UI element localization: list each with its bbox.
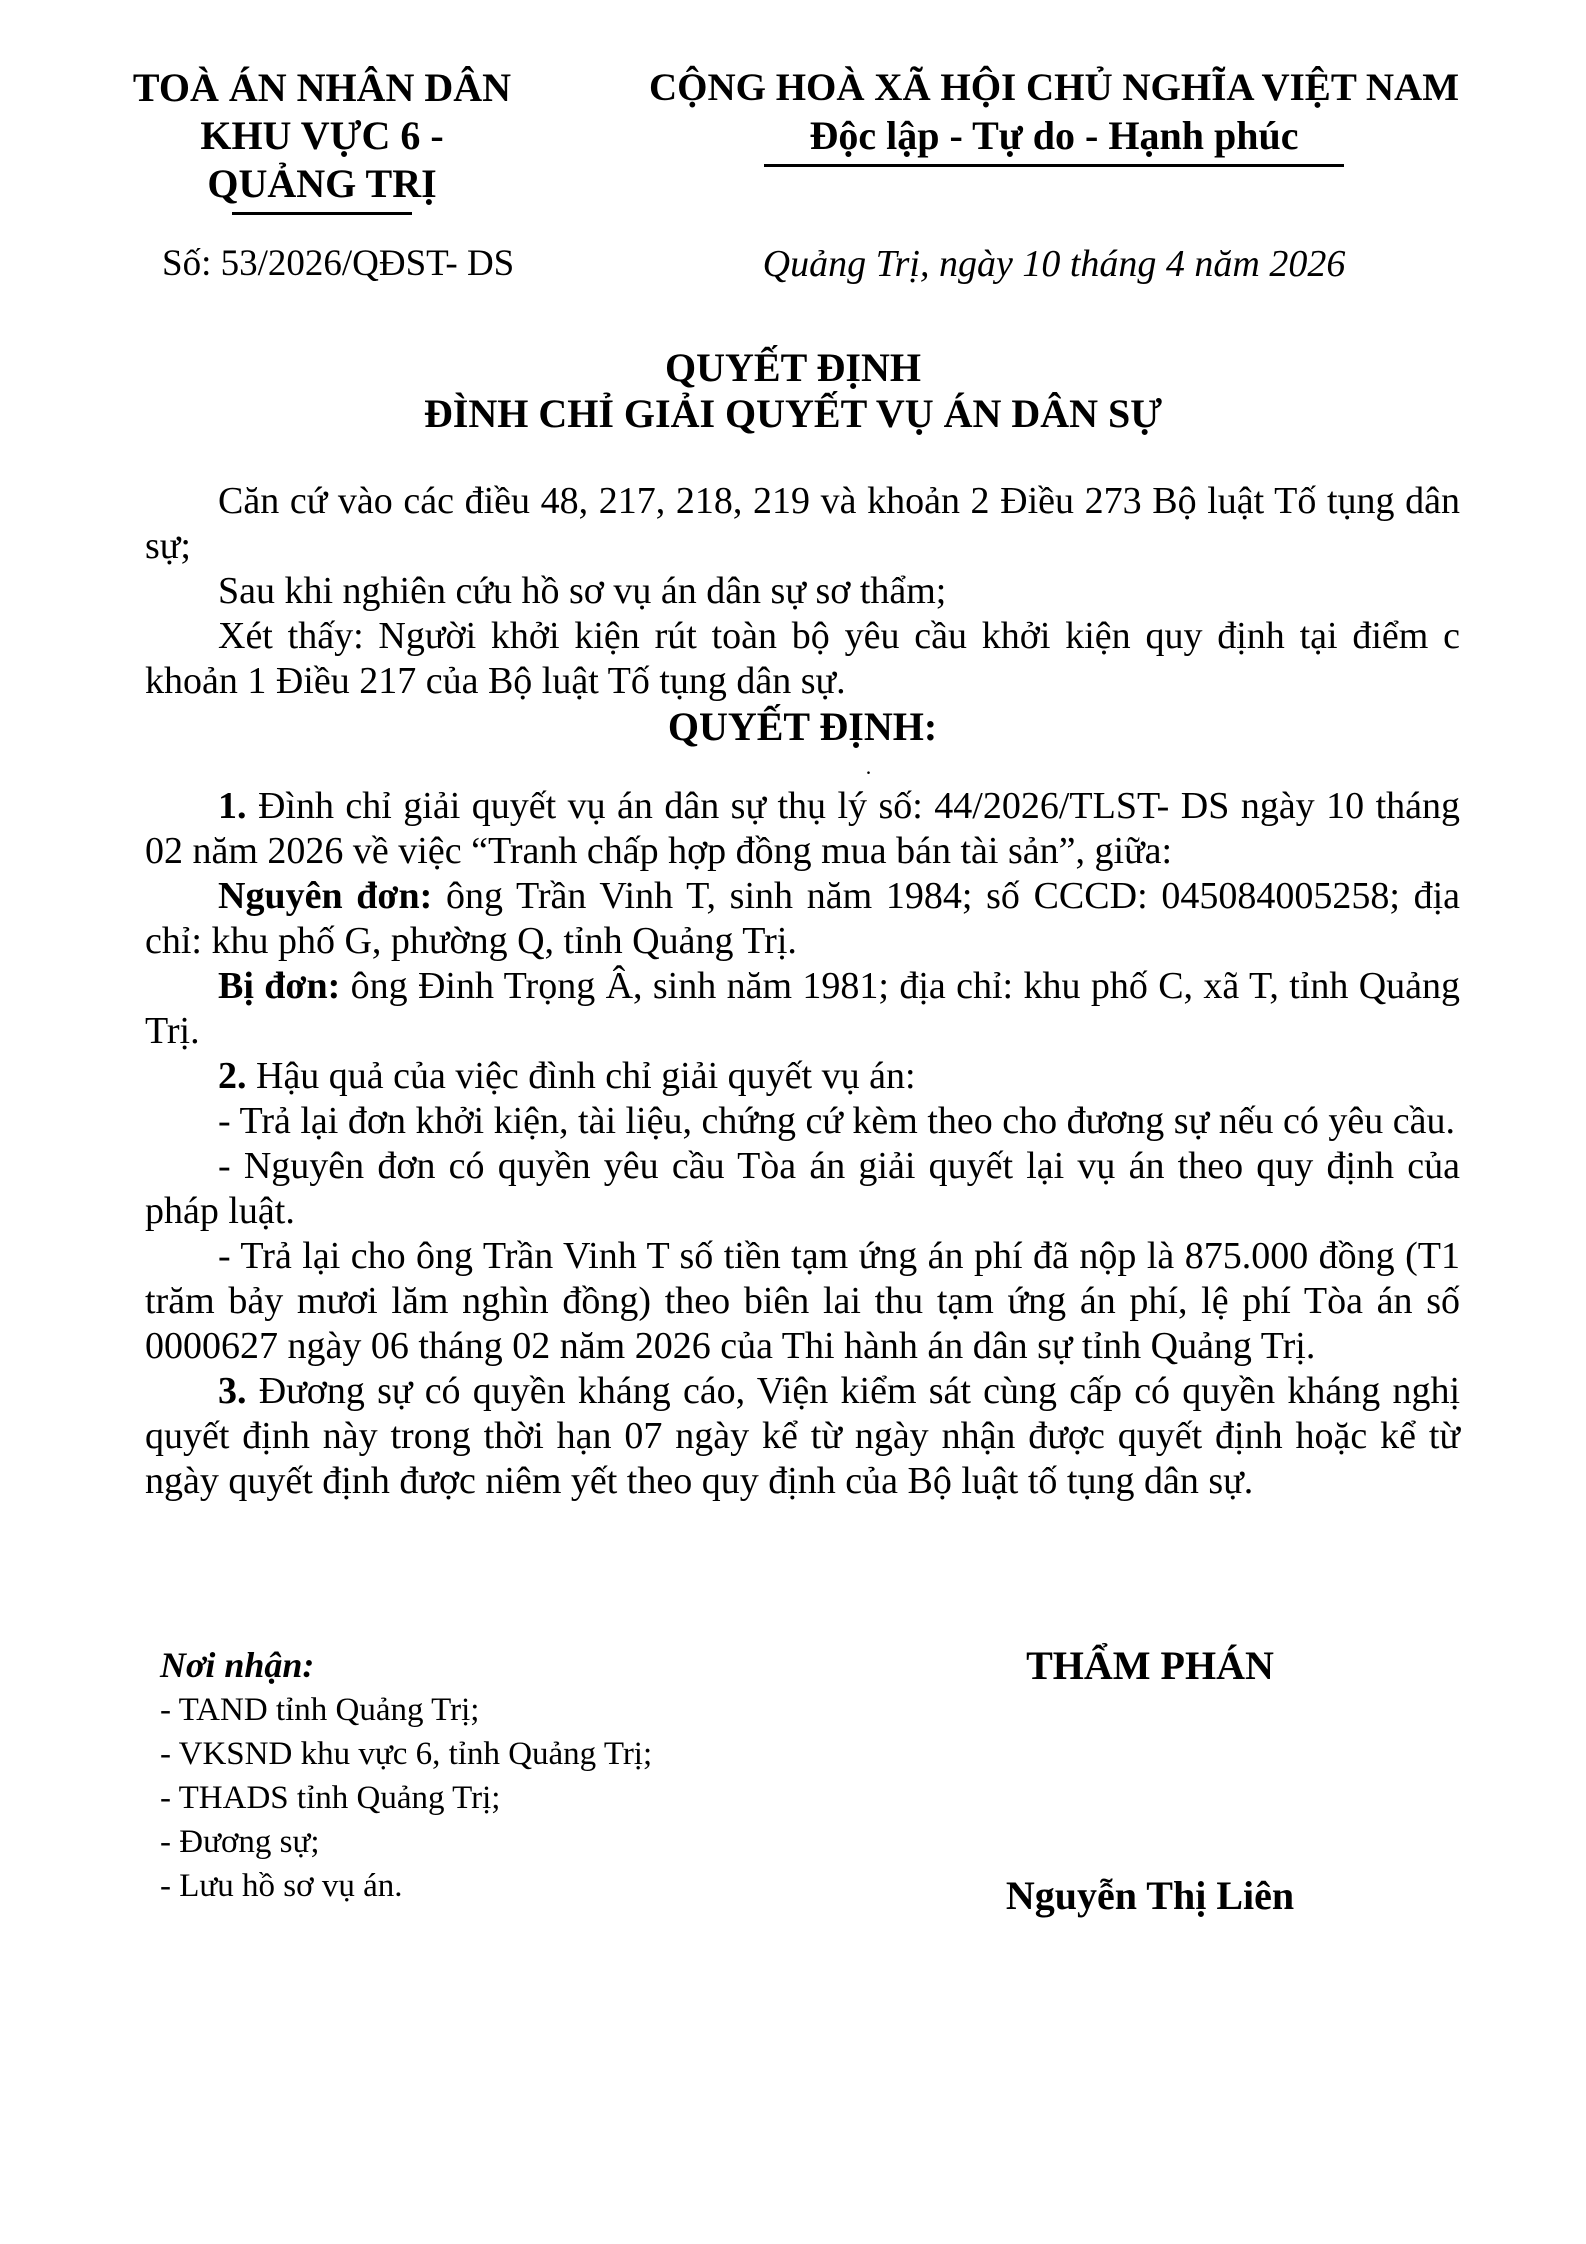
- decision-item-3-number: 3.: [218, 1370, 247, 1412]
- preamble-paragraph: Căn cứ vào các điều 48, 217, 218, 219 và khoản 2 Điều 273 Bộ luật Tố tụng dân sự;: [145, 480, 1460, 567]
- consequence-paragraph: - Trả lại đơn khởi kiện, tài liệu, chứng cứ kèm theo cho đương sự nếu có yêu cầu.: [218, 1100, 1456, 1142]
- decision-item-1-text: Đình chỉ giải quyết vụ án dân sự thụ lý số: 44/2026/TLST- DS ngày 10 tháng 02 năm 2026 về việc “Tranh chấp hợp đồng mua bán tài sản”, giữa:: [145, 785, 1460, 872]
- decision-item-1-number: 1.: [218, 785, 247, 827]
- consequence-paragraph: - Nguyên đơn có quyền yêu cầu Tòa án giải quyết lại vụ án theo quy định của pháp luật.: [145, 1145, 1460, 1232]
- document-title: [0, 345, 1586, 437]
- defendant-label: Bị đơn:: [218, 965, 341, 1007]
- recipient-item: - THADS tỉnh Quảng Trị;: [160, 1780, 501, 1816]
- recipient-item: - VKSND khu vực 6, tỉnh Quảng Trị;: [160, 1736, 653, 1772]
- plaintiff-paragraph: [145, 874, 1460, 964]
- preamble-paragraph: Sau khi nghiên cứu hồ sơ vụ án dân sự sơ thẩm;: [218, 570, 947, 612]
- consequence-paragraph: - Trả lại cho ông Trần Vinh T số tiền tạm ứng án phí đã nộp là 875.000 đồng (T1 trăm bảy mươi lăm nghìn đồng) theo biên lai thu tạm ứng án phí, lệ phí Tòa án số 0000627 ngày 06 tháng 02 năm 2026 của Thi hành án dân sự tỉnh Quảng Trị.: [145, 1235, 1460, 1367]
- number-date-row: [0, 241, 1586, 287]
- stray-dot-artifact: .: [865, 754, 872, 779]
- document-footer: [0, 1642, 1586, 1920]
- decision-item-1: [145, 784, 1460, 874]
- signer-title: THẨM PHÁN: [1026, 1643, 1274, 1688]
- document-body: [145, 479, 1460, 1504]
- recipient-item: - Đương sự;: [160, 1824, 320, 1860]
- decision-item-3: [145, 1369, 1460, 1504]
- court-name-block: [122, 64, 522, 215]
- place-and-date: Quảng Trị, ngày 10 tháng 4 năm 2026: [762, 243, 1346, 285]
- signer-name: Nguyễn Thị Liên: [1005, 1873, 1295, 1918]
- national-motto-underline: [764, 164, 1344, 167]
- decision-item-2-number: 2.: [218, 1055, 247, 1097]
- signature-block: [890, 1642, 1410, 1920]
- recipient-item: - Lưu hồ sơ vụ án.: [160, 1868, 403, 1904]
- defendant-text: ông Đinh Trọng Â, sinh năm 1981; địa chỉ: khu phố C, xã T, tỉnh Quảng Trị.: [145, 965, 1461, 1052]
- document-header: [0, 64, 1586, 215]
- recipients-block: [160, 1642, 800, 1920]
- defendant-paragraph: [145, 964, 1460, 1054]
- plaintiff-label: Nguyên đơn:: [218, 875, 433, 917]
- decision-item-2: [145, 1054, 1460, 1099]
- court-name-underline: [232, 212, 412, 215]
- court-name-line1: TOÀ ÁN NHÂN DÂN: [132, 65, 512, 110]
- document-title-line2: ĐÌNH CHỈ GIẢI QUYẾT VỤ ÁN DÂN SỰ: [423, 391, 1163, 436]
- national-header-block: [634, 64, 1474, 215]
- national-title: CỘNG HOÀ XÃ HỘI CHỦ NGHĨA VIỆT NAM: [648, 66, 1460, 109]
- decision-item-3-text: Đương sự có quyền kháng cáo, Viện kiểm sát cùng cấp có quyền kháng nghị quyết định này trong thời hạn 07 ngày kể từ ngày nhận được quyết định hoặc kể từ ngày quyết định được niêm yết theo quy định của Bộ luật tố tụng dân sự.: [145, 1370, 1461, 1502]
- court-name-line2: KHU VỰC 6 - QUẢNG TRỊ: [200, 113, 444, 206]
- decision-item-2-text: Hậu quả của việc đình chỉ giải quyết vụ án:: [256, 1055, 916, 1097]
- plaintiff-text: ông Trần Vinh T, sinh năm 1984; số CCCD: 045084005258; địa chỉ: khu phố G, phường Q, tỉnh Quảng Trị.: [145, 875, 1460, 962]
- preamble-paragraph: Xét thấy: Người khởi kiện rút toàn bộ yêu cầu khởi kiện quy định tại điểm c khoản 1 Điều 217 của Bộ luật Tố tụng dân sự.: [145, 615, 1460, 702]
- recipient-item: - TAND tỉnh Quảng Trị;: [160, 1692, 480, 1728]
- national-motto: Độc lập - Tự do - Hạnh phúc: [809, 113, 1299, 158]
- recipients-label: Nơi nhận:: [160, 1645, 315, 1685]
- document-title-line1: QUYẾT ĐỊNH: [665, 345, 921, 390]
- decision-section-heading: QUYẾT ĐỊNH:: [667, 704, 938, 749]
- document-number: Số: 53/2026/QĐST- DS: [162, 243, 515, 284]
